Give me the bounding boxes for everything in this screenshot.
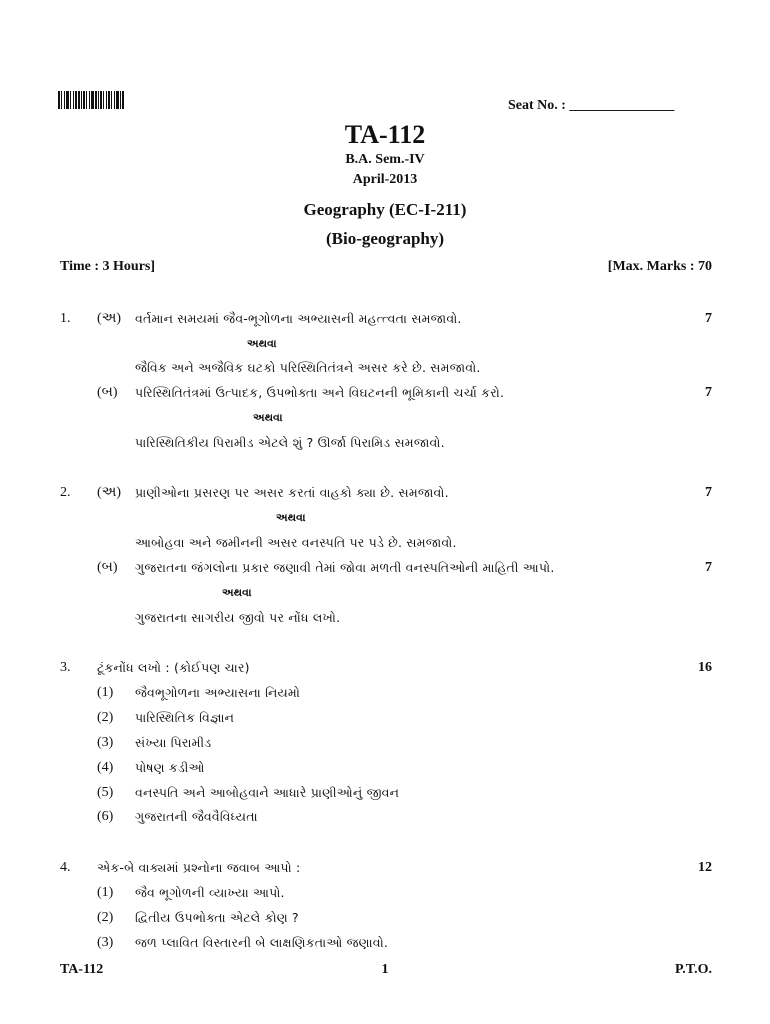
course-name: B.A. Sem.-IV xyxy=(345,152,425,167)
item-text: સંખ્યા પિરામીડ xyxy=(135,735,212,750)
item-label: (3) xyxy=(97,735,114,750)
question-marks: 7 xyxy=(705,560,712,575)
barcode-bar xyxy=(124,91,125,109)
list-item xyxy=(0,910,770,932)
list-item xyxy=(0,710,770,732)
item-label: (1) xyxy=(97,685,114,700)
max-marks: [Max. Marks : 70 xyxy=(607,259,712,274)
list-item xyxy=(0,685,770,707)
please-turn-over: P.T.O. xyxy=(675,962,712,977)
question-text: પ્રાણીઓના પ્રસરણ પર અસર કરતાં વાહકો ક્યા છે. સમજાવો. xyxy=(135,485,449,500)
item-text: જળ પ્લાવિત વિસ્તારની બે લાક્ષણિકતાઓ જણાવો. xyxy=(135,935,389,950)
list-item xyxy=(0,760,770,782)
question-marks: 7 xyxy=(705,311,712,326)
question-marks: 16 xyxy=(698,660,712,675)
question-marks: 7 xyxy=(705,385,712,400)
exam-date: April-2013 xyxy=(352,172,418,187)
part-label: (બ) xyxy=(97,385,118,400)
question-row xyxy=(0,385,770,407)
time-allowed: Time : 3 Hours] xyxy=(60,259,156,274)
question-marks: 12 xyxy=(698,860,712,875)
alternative-text: પારિસ્થિતિકીય પિરામીડ એટલે શું ? ઊર્જા પિરામિડ સમજાવો. xyxy=(135,435,445,450)
item-label: (2) xyxy=(97,710,114,725)
item-text: દ્વિતીય ઉપભોક્તા એટલે કોણ ? xyxy=(135,910,299,925)
item-text: જૈવભૂગોળના અભ્યાસના નિયમો xyxy=(135,685,301,700)
item-text: ગુજરાતની જૈવવૈવિધ્યતા xyxy=(135,809,258,824)
question-text: ગુજરાતના જંગલોના પ્રકાર જણાવી તેમાં જોવા મળતી વનસ્પતિઓની માહિતી આપો. xyxy=(135,560,555,575)
question-row xyxy=(0,660,770,682)
paper-code: TA-112 xyxy=(344,120,426,149)
item-label: (1) xyxy=(97,885,114,900)
question-row xyxy=(0,485,770,507)
or-label: અથવા xyxy=(276,511,306,524)
question-heading: ટૂંકનોંધ લખો : (કોઈપણ ચાર) xyxy=(97,660,250,675)
item-label: (3) xyxy=(97,935,114,950)
part-label: (અ) xyxy=(97,311,122,326)
question-number: 3. xyxy=(60,660,71,675)
item-text: વનસ્પતિ અને આબોહવાને આધારે પ્રાણીઓનું જીવન xyxy=(135,785,400,800)
item-label: (4) xyxy=(97,760,114,775)
alternative-text: આબોહવા અને જમીનની અસર વનસ્પતિ પર પડે છે. સમજાવો. xyxy=(135,535,457,550)
part-label: (અ) xyxy=(97,485,122,500)
question-marks: 7 xyxy=(705,485,712,500)
or-label: અથવા xyxy=(253,411,283,424)
item-label: (5) xyxy=(97,785,114,800)
item-text: જૈવ ભૂગોળની વ્યાખ્યા આપો. xyxy=(135,885,285,900)
list-item xyxy=(0,935,770,957)
item-label: (2) xyxy=(97,910,114,925)
question-text: વર્તમાન સમયમાં જૈવ-ભૂગોળના અભ્યાસની મહત્ત્વતા સમજાવો. xyxy=(135,311,462,326)
page-number: 1 xyxy=(381,962,389,977)
paper-title: (Bio-geography) xyxy=(325,229,445,248)
question-row xyxy=(0,860,770,882)
alternative-text: જૈવિક અને અજૈવિક ઘટકો પરિસ્થિતિતંત્રને અસર કરે છે. સમજાવો. xyxy=(135,360,481,375)
question-number: 4. xyxy=(60,860,71,875)
item-label: (6) xyxy=(97,809,114,824)
list-item xyxy=(0,735,770,757)
barcode xyxy=(58,91,170,109)
question-number: 2. xyxy=(60,485,71,500)
subject-title: Geography (EC-I-211) xyxy=(303,200,467,219)
or-label: અથવા xyxy=(247,337,277,350)
question-row xyxy=(0,560,770,582)
part-label: (બ) xyxy=(97,560,118,575)
question-number: 1. xyxy=(60,311,71,326)
list-item xyxy=(0,785,770,807)
or-label: અથવા xyxy=(222,586,252,599)
question-text: પરિસ્થિતિતંત્રમાં ઉત્પાદક, ઉપભોક્તા અને વિઘટનની ભૂમિકાની ચર્ચા કરો. xyxy=(135,385,505,400)
footer-code: TA-112 xyxy=(60,962,104,977)
seat-number-label: Seat No. : _______________ xyxy=(508,98,675,113)
question-row xyxy=(0,311,770,333)
list-item xyxy=(0,809,770,831)
alternative-text: ગુજરાતના સાગરીય જીવો પર નોંધ લખો. xyxy=(135,610,341,625)
list-item xyxy=(0,885,770,907)
item-text: પારિસ્થિતિક વિજ્ઞાન xyxy=(135,710,235,725)
question-heading: એક-બે વાક્યમાં પ્રશ્નોના જવાબ આપો : xyxy=(97,860,301,875)
item-text: પોષણ કડીઓ xyxy=(135,760,205,775)
